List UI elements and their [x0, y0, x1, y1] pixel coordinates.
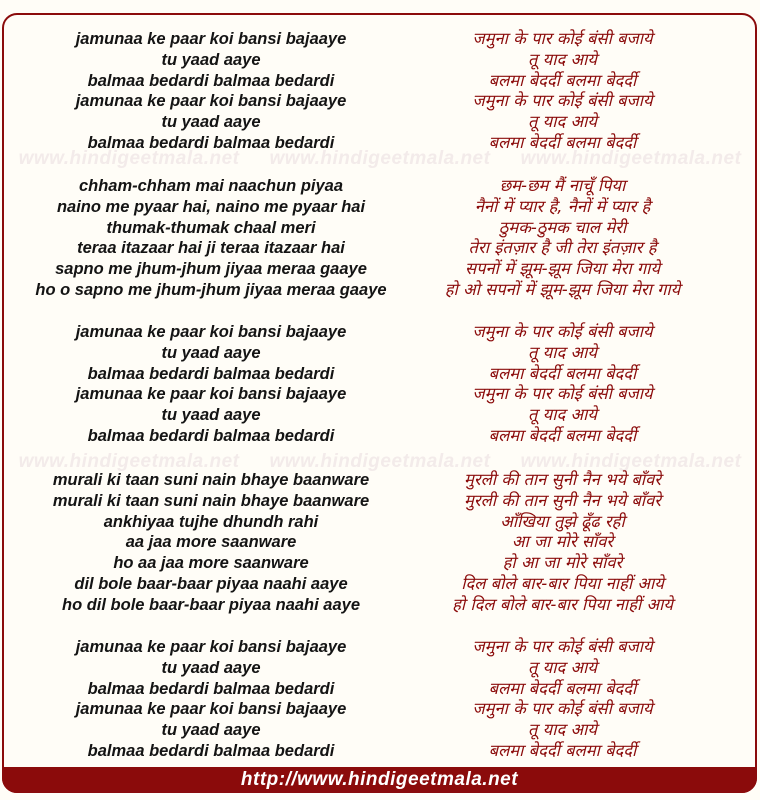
lyric-line: tu yaad aaye: [161, 113, 261, 132]
lyric-line: balmaa bedardi balmaa bedardi: [87, 71, 335, 90]
lyric-line: tu yaad aaye: [161, 343, 261, 362]
lyric-line: आँखिया तुझे ढूँढ रही: [500, 511, 625, 531]
lyric-line: chham-chham mai naachun piyaa: [78, 177, 344, 195]
lyric-line: balmaa bedardi balmaa bedardi: [87, 133, 335, 152]
lyric-line: ho aa jaa more saanware: [113, 554, 309, 573]
lyric-line: बलमा बेदर्दी बलमा बेदर्दी: [488, 425, 637, 445]
lyric-line: जमुना के पार कोई बंसी बजाये: [472, 384, 653, 404]
lyric-line: तू याद आये: [528, 405, 597, 425]
lyric-line: aa jaa more saanware: [125, 533, 297, 552]
stanza-2-hindi: [395, 176, 730, 301]
lyric-line: हो दिल बोले बार-बार पिया नाहीं आये: [452, 594, 673, 614]
stanza-4-hindi: [395, 470, 730, 616]
lyric-line: जमुना के पार कोई बंसी बजाये: [472, 322, 653, 341]
lyric-line: बलमा बेदर्दी बलमा बेदर्दी: [488, 132, 637, 152]
lyric-line: जमुना के पार कोई बंसी बजाये: [472, 637, 653, 656]
lyric-line: तेरा इंतज़ार है जी तेरा इंतज़ार है: [468, 238, 657, 258]
lyric-line: तू याद आये: [528, 112, 597, 132]
lyric-line: तू याद आये: [528, 49, 597, 69]
lyric-line: jamunaa ke paar koi bansi bajaaye: [75, 700, 347, 719]
lyric-line: बलमा बेदर्दी बलमा बेदर्दी: [488, 70, 637, 90]
lyric-line: जमुना के पार कोई बंसी बजाये: [472, 29, 653, 48]
stanza-1-transliteration: [20, 29, 402, 154]
footer-bar: [2, 767, 757, 793]
watermark-text: www.hindigeetmala.net: [269, 148, 491, 169]
lyric-line: बलमा बेदर्दी बलमा बेदर्दी: [488, 363, 637, 383]
lyric-line: छम-छम मैं नाचूँ पिया: [499, 176, 626, 195]
stanza-5-transliteration: [20, 637, 402, 762]
lyric-line: तू याद आये: [528, 720, 597, 740]
lyric-line: आ जा मोरे साँवरे: [511, 532, 614, 552]
lyric-line: jamunaa ke paar koi bansi bajaaye: [75, 323, 347, 341]
lyric-line: नैनों में प्यार है, नैनों में प्यार है: [474, 196, 651, 216]
lyric-line: ankhiyaa tujhe dhundh rahi: [103, 512, 319, 531]
stanza-3-transliteration: [20, 322, 402, 447]
watermark-text: www.hindigeetmala.net: [18, 451, 240, 472]
stanza-5-hindi: [395, 637, 730, 762]
lyric-line: हो आ जा मोरे साँवरे: [502, 553, 623, 573]
lyric-line: murali ki taan suni nain bhaye baanware: [52, 471, 370, 489]
lyric-line: ho o sapno me jhum-jhum jiyaa meraa gaaye: [35, 280, 387, 299]
lyric-line: दिल बोले बार-बार पिया नाहीं आये: [461, 573, 664, 593]
lyric-line: tu yaad aaye: [161, 721, 261, 740]
lyric-line: dil bole baar-baar piyaa naahi aaye: [74, 574, 348, 593]
lyric-line: balmaa bedardi balmaa bedardi: [87, 426, 335, 445]
lyric-line: jamunaa ke paar koi bansi bajaaye: [75, 638, 347, 656]
lyric-line: बलमा बेदर्दी बलमा बेदर्दी: [488, 678, 637, 698]
lyric-line: murali ki taan suni nain bhaye baanware: [52, 491, 370, 510]
lyric-line: thumak-thumak chaal meri: [106, 218, 316, 237]
footer-site-url: http://www.hindigeetmala.net: [240, 769, 519, 790]
lyric-line: जमुना के पार कोई बंसी बजाये: [472, 91, 653, 111]
lyric-line: सपनों में झूम-झूम जिया मेरा गाये: [464, 259, 661, 279]
lyric-line: balmaa bedardi balmaa bedardi: [87, 679, 335, 698]
lyric-line: ho dil bole baar-baar piyaa naahi aaye: [61, 595, 361, 614]
lyric-line: ठुमक-ठुमक चाल मेरी: [498, 217, 627, 237]
lyric-line: tu yaad aaye: [161, 658, 261, 677]
lyric-line: jamunaa ke paar koi bansi bajaaye: [75, 30, 347, 48]
lyric-line: jamunaa ke paar koi bansi bajaaye: [75, 385, 347, 404]
lyric-line: balmaa bedardi balmaa bedardi: [87, 364, 335, 383]
stanza-1-hindi: [395, 29, 730, 154]
stanza-2-transliteration: [20, 176, 402, 301]
lyric-line: मुरली की तान सुनी नैन भये बाँवरे: [463, 470, 661, 489]
lyric-line: तू याद आये: [528, 657, 597, 677]
lyric-line: teraa itazaar hai ji teraa itazaar hai: [77, 239, 345, 258]
watermark-text: www.hindigeetmala.net: [520, 148, 742, 169]
lyric-line: मुरली की तान सुनी नैन भये बाँवरे: [463, 490, 661, 510]
watermark-text: www.hindigeetmala.net: [18, 148, 240, 169]
lyric-line: जमुना के पार कोई बंसी बजाये: [472, 699, 653, 719]
lyric-line: tu yaad aaye: [161, 50, 261, 69]
lyric-line: naino me pyaar hai, naino me pyaar hai: [56, 197, 366, 216]
stanza-3-hindi: [395, 322, 730, 447]
lyric-line: jamunaa ke paar koi bansi bajaaye: [75, 92, 347, 111]
lyric-line: तू याद आये: [528, 342, 597, 362]
watermark-text: www.hindigeetmala.net: [269, 451, 491, 472]
lyric-line: बलमा बेदर्दी बलमा बेदर्दी: [488, 740, 637, 760]
stanza-4-transliteration: [20, 470, 402, 616]
watermark-text: www.hindigeetmala.net: [520, 451, 742, 472]
lyric-line: tu yaad aaye: [161, 406, 261, 425]
lyric-line: sapno me jhum-jhum jiyaa meraa gaaye: [55, 260, 367, 279]
lyric-line: हो ओ सपनों में झूम-झूम जिया मेरा गाये: [444, 279, 681, 299]
lyric-line: balmaa bedardi balmaa bedardi: [87, 741, 335, 760]
